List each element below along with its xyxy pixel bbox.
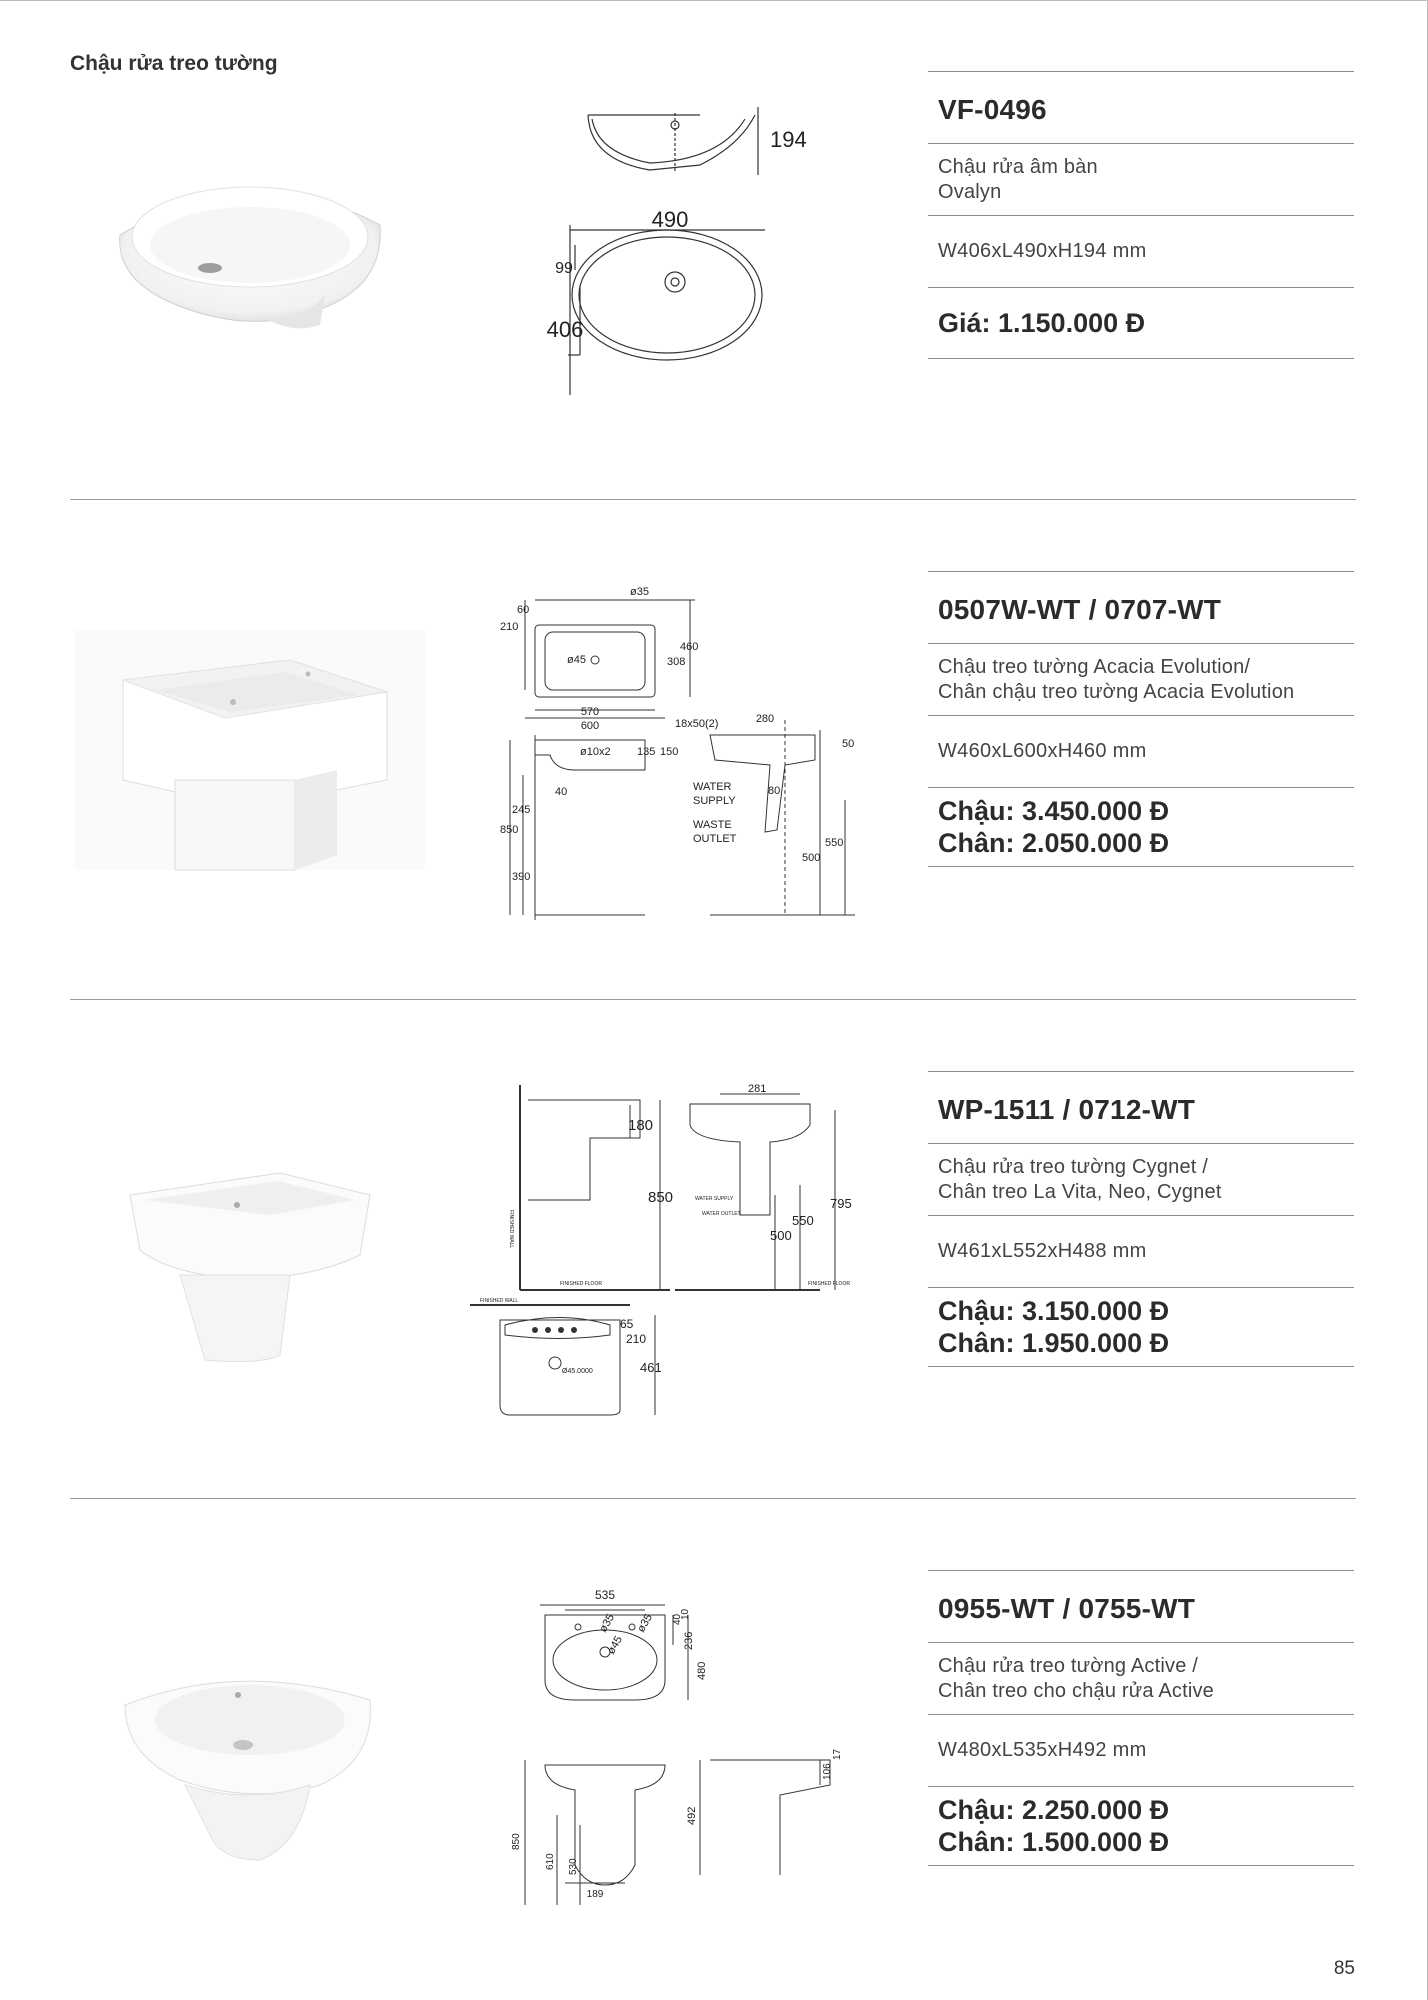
product-dimensions: W480xL535xH492 mm xyxy=(928,1714,1354,1786)
dim-label: 390 xyxy=(512,871,531,883)
dim-label: ø45 xyxy=(605,1634,626,1657)
dim-label: 490 xyxy=(651,207,689,232)
dim-label: 500 xyxy=(770,1228,792,1243)
dim-label: 210 xyxy=(626,1332,647,1346)
product-dimensions: W461xL552xH488 mm xyxy=(928,1215,1354,1287)
product-price xyxy=(928,1786,1354,1866)
price-line: Chân: 2.050.000 Đ xyxy=(938,828,1170,858)
dim-label: 406 xyxy=(546,317,584,342)
dim-label: 135 xyxy=(637,746,656,758)
product-photo-0507w-wt xyxy=(75,630,425,870)
dim-label: 50 xyxy=(842,738,855,750)
dim-label: 600 xyxy=(580,720,600,732)
section-divider xyxy=(70,1498,1356,1499)
dim-label: 850 xyxy=(511,1833,522,1850)
product-dimensions: W460xL600xH460 mm xyxy=(928,715,1354,787)
product-price xyxy=(928,287,1354,359)
dim-label: 60 xyxy=(517,604,530,616)
section-title: Chậu rửa treo tường xyxy=(70,52,278,75)
dim-label: 281 xyxy=(748,1083,767,1095)
dim-label: 150 xyxy=(660,746,679,758)
dim-label: 530 xyxy=(568,1858,579,1875)
product-info-vf-0496 xyxy=(928,71,1354,359)
technical-drawing-0507w-wt xyxy=(495,580,865,920)
dim-label: 245 xyxy=(512,804,531,816)
technical-drawing-vf-0496 xyxy=(540,105,807,405)
product-photo-vf-0496 xyxy=(110,165,390,345)
dim-label: 460 xyxy=(680,641,699,653)
dim-label: WATER SUPPLY xyxy=(695,1196,734,1202)
product-price xyxy=(928,1287,1354,1367)
dim-label: 500 xyxy=(802,852,821,864)
product-description-line: Chậu rửa treo tường Cygnet / xyxy=(938,1155,1209,1178)
product-description-line: Ovalyn xyxy=(938,180,1002,203)
section-divider xyxy=(70,999,1356,1000)
dim-label: 570 xyxy=(580,706,600,718)
dim-label: 17 xyxy=(832,1748,843,1760)
dim-label: Ø45.0000 xyxy=(562,1368,593,1375)
dim-label: 40 xyxy=(555,786,568,798)
product-description-line: Chậu rửa âm bàn xyxy=(938,155,1098,178)
technical-drawing-0955-wt xyxy=(505,1585,865,1915)
product-description xyxy=(928,143,1354,215)
dim-label: 80 xyxy=(768,785,781,797)
technical-drawing-wp-1511 xyxy=(470,1080,870,1420)
dim-label: 492 xyxy=(686,1806,698,1825)
dim-label: FINISHED WALL xyxy=(480,1298,519,1304)
price-line: Chân: 1.950.000 Đ xyxy=(938,1328,1170,1358)
dim-label: 10 xyxy=(680,1608,691,1620)
dim-label: FINISHED WALL xyxy=(508,1210,514,1249)
dim-label: ø10x2 xyxy=(580,746,611,758)
dim-label: 65 xyxy=(620,1317,634,1331)
product-code: 0955-WT / 0755-WT xyxy=(928,1570,1354,1642)
dim-label: 535 xyxy=(594,1588,616,1602)
dim-label: OUTLET xyxy=(693,833,737,845)
dim-label: 850 xyxy=(648,1189,674,1206)
dim-label: 461 xyxy=(640,1360,662,1375)
product-description-line: Chậu treo tường Acacia Evolution/ xyxy=(938,655,1251,678)
product-description xyxy=(928,1143,1354,1215)
product-dimensions: W406xL490xH194 mm xyxy=(928,215,1354,287)
dim-label: ø35 xyxy=(630,586,649,598)
dim-label: 610 xyxy=(545,1853,556,1870)
product-info-0955-wt xyxy=(928,1570,1354,1866)
product-photo-0955-wt xyxy=(120,1665,380,1865)
dim-label: ø45 xyxy=(567,654,586,666)
price-line: Chậu: 3.150.000 Đ xyxy=(938,1296,1170,1326)
page-number: 85 xyxy=(1333,1958,1355,1979)
product-info-0507w-wt xyxy=(928,571,1354,867)
product-code: VF-0496 xyxy=(928,71,1354,143)
product-description xyxy=(928,643,1354,715)
dim-label: ø35 xyxy=(597,1612,618,1635)
dim-label: 550 xyxy=(792,1213,814,1228)
dim-label: FINISHED FLOOR xyxy=(560,1281,602,1287)
dim-label: SUPPLY xyxy=(693,795,736,807)
product-description xyxy=(928,1642,1354,1714)
product-description-line: Chân chậu treo tường Acacia Evolution xyxy=(938,680,1295,703)
dim-label: 18x50(2) xyxy=(675,718,719,730)
dim-label: 795 xyxy=(830,1196,852,1211)
dim-label: WASTE xyxy=(693,819,732,831)
dim-label: 850 xyxy=(500,824,519,836)
product-photo-wp-1511 xyxy=(120,1165,380,1375)
product-code: 0507W-WT / 0707-WT xyxy=(928,571,1354,643)
product-description-line: Chân treo La Vita, Neo, Cygnet xyxy=(938,1180,1222,1203)
dim-label: 99 xyxy=(555,260,573,277)
dim-label: 308 xyxy=(667,656,686,668)
dim-label: 194 xyxy=(770,127,807,152)
price-line: Giá: 1.150.000 Đ xyxy=(938,308,1146,338)
dim-label: 106 xyxy=(822,1763,833,1780)
dim-label: 189 xyxy=(586,1889,604,1900)
product-code: WP-1511 / 0712-WT xyxy=(928,1071,1354,1143)
dim-label: WATER OUTLET xyxy=(702,1211,741,1217)
dim-label: 180 xyxy=(628,1117,654,1134)
dim-label: 280 xyxy=(755,713,775,725)
dim-label: 236 xyxy=(683,1631,695,1650)
dim-label: 210 xyxy=(500,621,519,633)
price-line: Chậu: 2.250.000 Đ xyxy=(938,1795,1170,1825)
dim-label: WATER xyxy=(693,781,732,793)
section-divider xyxy=(70,499,1356,500)
dim-label: 550 xyxy=(825,837,844,849)
product-description-line: Chân treo cho chậu rửa Active xyxy=(938,1679,1215,1702)
product-price xyxy=(928,787,1354,867)
product-description-line: Chậu rửa treo tường Active / xyxy=(938,1654,1199,1677)
dim-label: ø35 xyxy=(635,1612,656,1635)
dim-label: 480 xyxy=(696,1661,708,1680)
page-border-top xyxy=(0,0,1428,1)
dim-label: FINISHED FLOOR xyxy=(808,1281,850,1287)
price-line: Chậu: 3.450.000 Đ xyxy=(938,796,1170,826)
dim-label: 40 xyxy=(672,1613,683,1625)
product-info-wp-1511 xyxy=(928,1071,1354,1367)
price-line: Chân: 1.500.000 Đ xyxy=(938,1827,1170,1857)
